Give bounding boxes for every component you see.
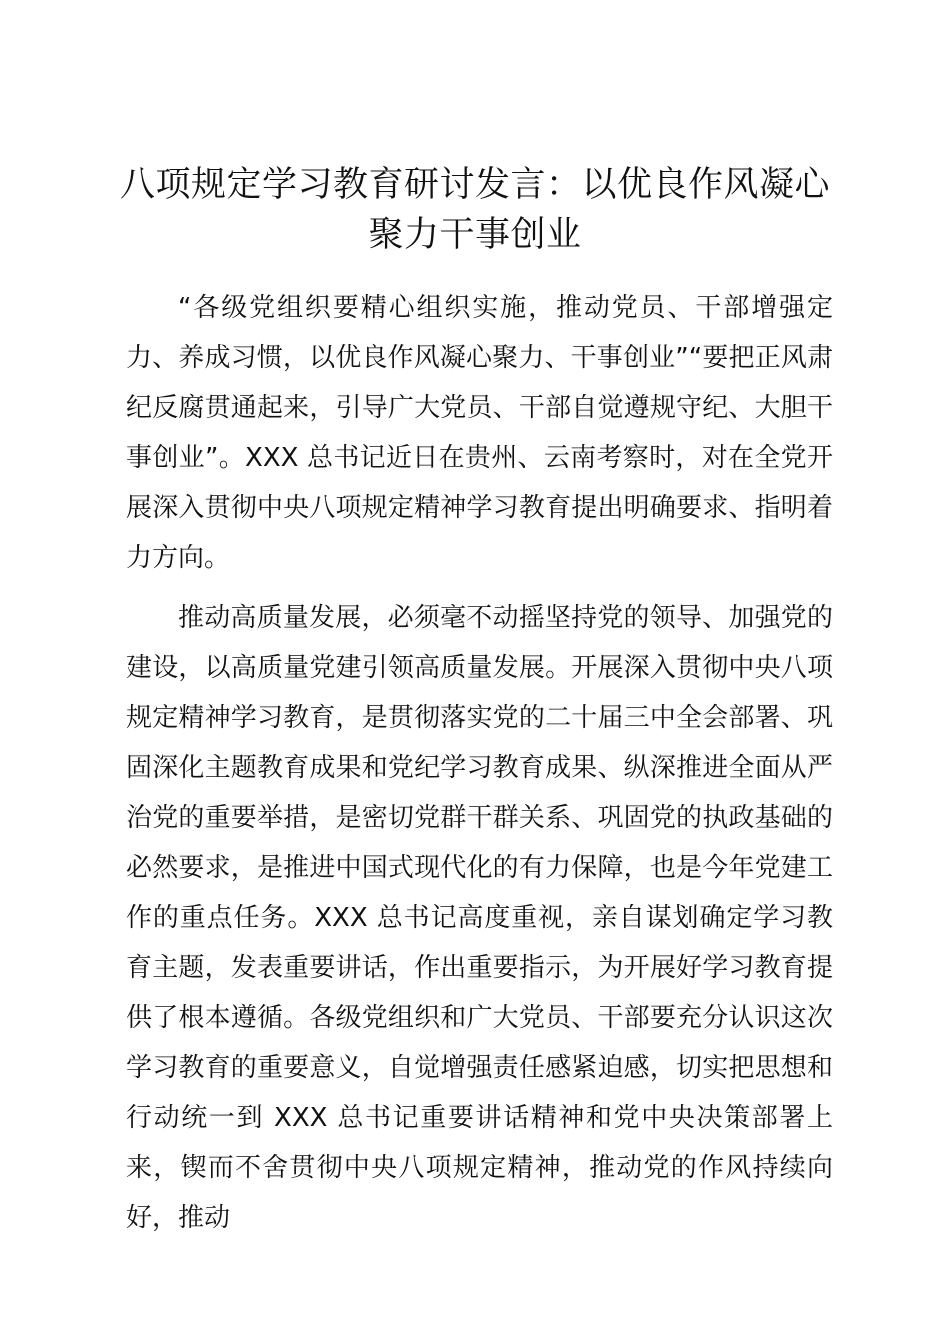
title-line-1: 八项规定学习教育研讨发言：以优良作风凝心 (119, 165, 830, 205)
paragraph-1: “各级党组织要精心组织实施，推动党员、干部增强定力、养成习惯，以优良作风凝心聚力、干事创业”“要把正风肃纪反腐贯通起来，引导广大党员、干部自觉遵规守纪、大胆干事创业”。XXX 总书记近日在贵州、云南考察时，对在全党开展深入贯彻中央八项规定精神学习教育提出明确要求、指明着力方向。 (126, 293, 833, 573)
document-title (110, 160, 840, 260)
title-line-2: 聚力干事创业 (368, 215, 582, 255)
document-body (126, 283, 833, 1243)
paragraph-2: 推动高质量发展，必须毫不动摇坚持党的领导、加强党的建设，以高质量党建引领高质量发展。开展深入贯彻中央八项规定精神学习教育，是贯彻落实党的二十届三中全会部署、巩固深化主题教育成果和党纪学习教育成果、纵深推进全面从严治党的重要举措，是密切党群干群关系、巩固党的执政基础的必然要求，是推进中国式现代化的有力保障，也是今年党建工作的重点任务。XXX 总书记高度重视，亲自谋划确定学习教育主题，发表重要讲话，作出重要指示，为开展好学习教育提供了根本遵循。各级党组织和广大党员、干部要充分认识这次学习教育的重要意义，自觉增强责任感紧迫感，切实把思想和行动统一到 XXX 总书记重要讲话精神和党中央决策部署上来，锲而不舍贯彻中央八项规定精神，推动党的作风持续向好，推动 (126, 603, 833, 1233)
